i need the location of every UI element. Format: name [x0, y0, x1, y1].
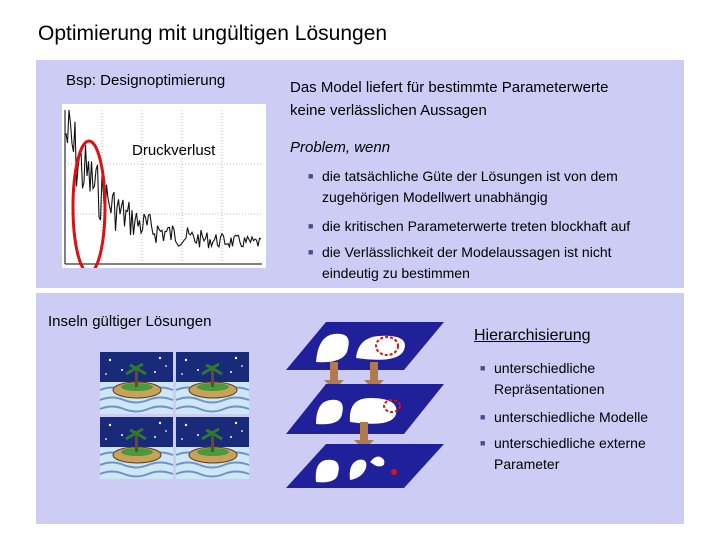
bullet-text: Repräsentationen	[494, 381, 605, 397]
statement-line-2: keine verlässlichen Aussagen	[290, 102, 487, 119]
example-label: Bsp: Designoptimierung	[66, 72, 226, 89]
bullet-text: zugehörigen Modellwert unabhängig	[322, 189, 548, 205]
square-bullet-icon: ■	[480, 438, 486, 448]
square-bullet-icon: ■	[308, 247, 314, 257]
islands-label: Inseln gültiger Lösungen	[48, 313, 212, 330]
square-bullet-icon: ■	[480, 363, 486, 373]
problem-bullet-3	[308, 242, 612, 284]
problem-bullet-2	[308, 216, 630, 237]
bullet-text: unterschiedliche externe	[494, 435, 646, 451]
statement-line-1: Das Model liefert für bestimmte Parameterwerte	[290, 79, 609, 96]
bullet-text: die Verlässlichkeit der Modelaussagen ist nicht	[322, 244, 612, 260]
chart-label: Druckverlust	[132, 142, 216, 159]
bullet-text: die kritischen Parameterwerte treten blockhaft auf	[322, 218, 631, 234]
problem-bullet-1	[308, 166, 618, 208]
square-bullet-icon: ■	[308, 221, 314, 231]
square-bullet-icon: ■	[308, 171, 314, 181]
bullet-text: Parameter	[494, 456, 560, 472]
bullet-text: die tatsächliche Güte der Lösungen ist von dem	[322, 168, 618, 184]
island-tiles-image	[100, 352, 250, 480]
slide-title: Optimierung mit ungültigen Lösungen	[38, 22, 388, 45]
bullet-text: eindeutig zu bestimmen	[322, 265, 470, 281]
problem-heading: Problem, wenn	[290, 139, 391, 156]
hierarchy-bullet-3	[480, 433, 646, 475]
bullet-text: unterschiedliche Modelle	[494, 409, 649, 425]
hierarchy-bullet-2	[480, 407, 648, 428]
bullet-text: unterschiedliche	[494, 360, 596, 376]
square-bullet-icon: ■	[480, 412, 486, 422]
hierarchy-heading: Hierarchisierung	[474, 327, 591, 344]
hierarchy-bullet-1	[480, 358, 605, 400]
pressure-loss-plot	[62, 104, 266, 268]
hierarchy-layers-diagram	[286, 318, 446, 488]
